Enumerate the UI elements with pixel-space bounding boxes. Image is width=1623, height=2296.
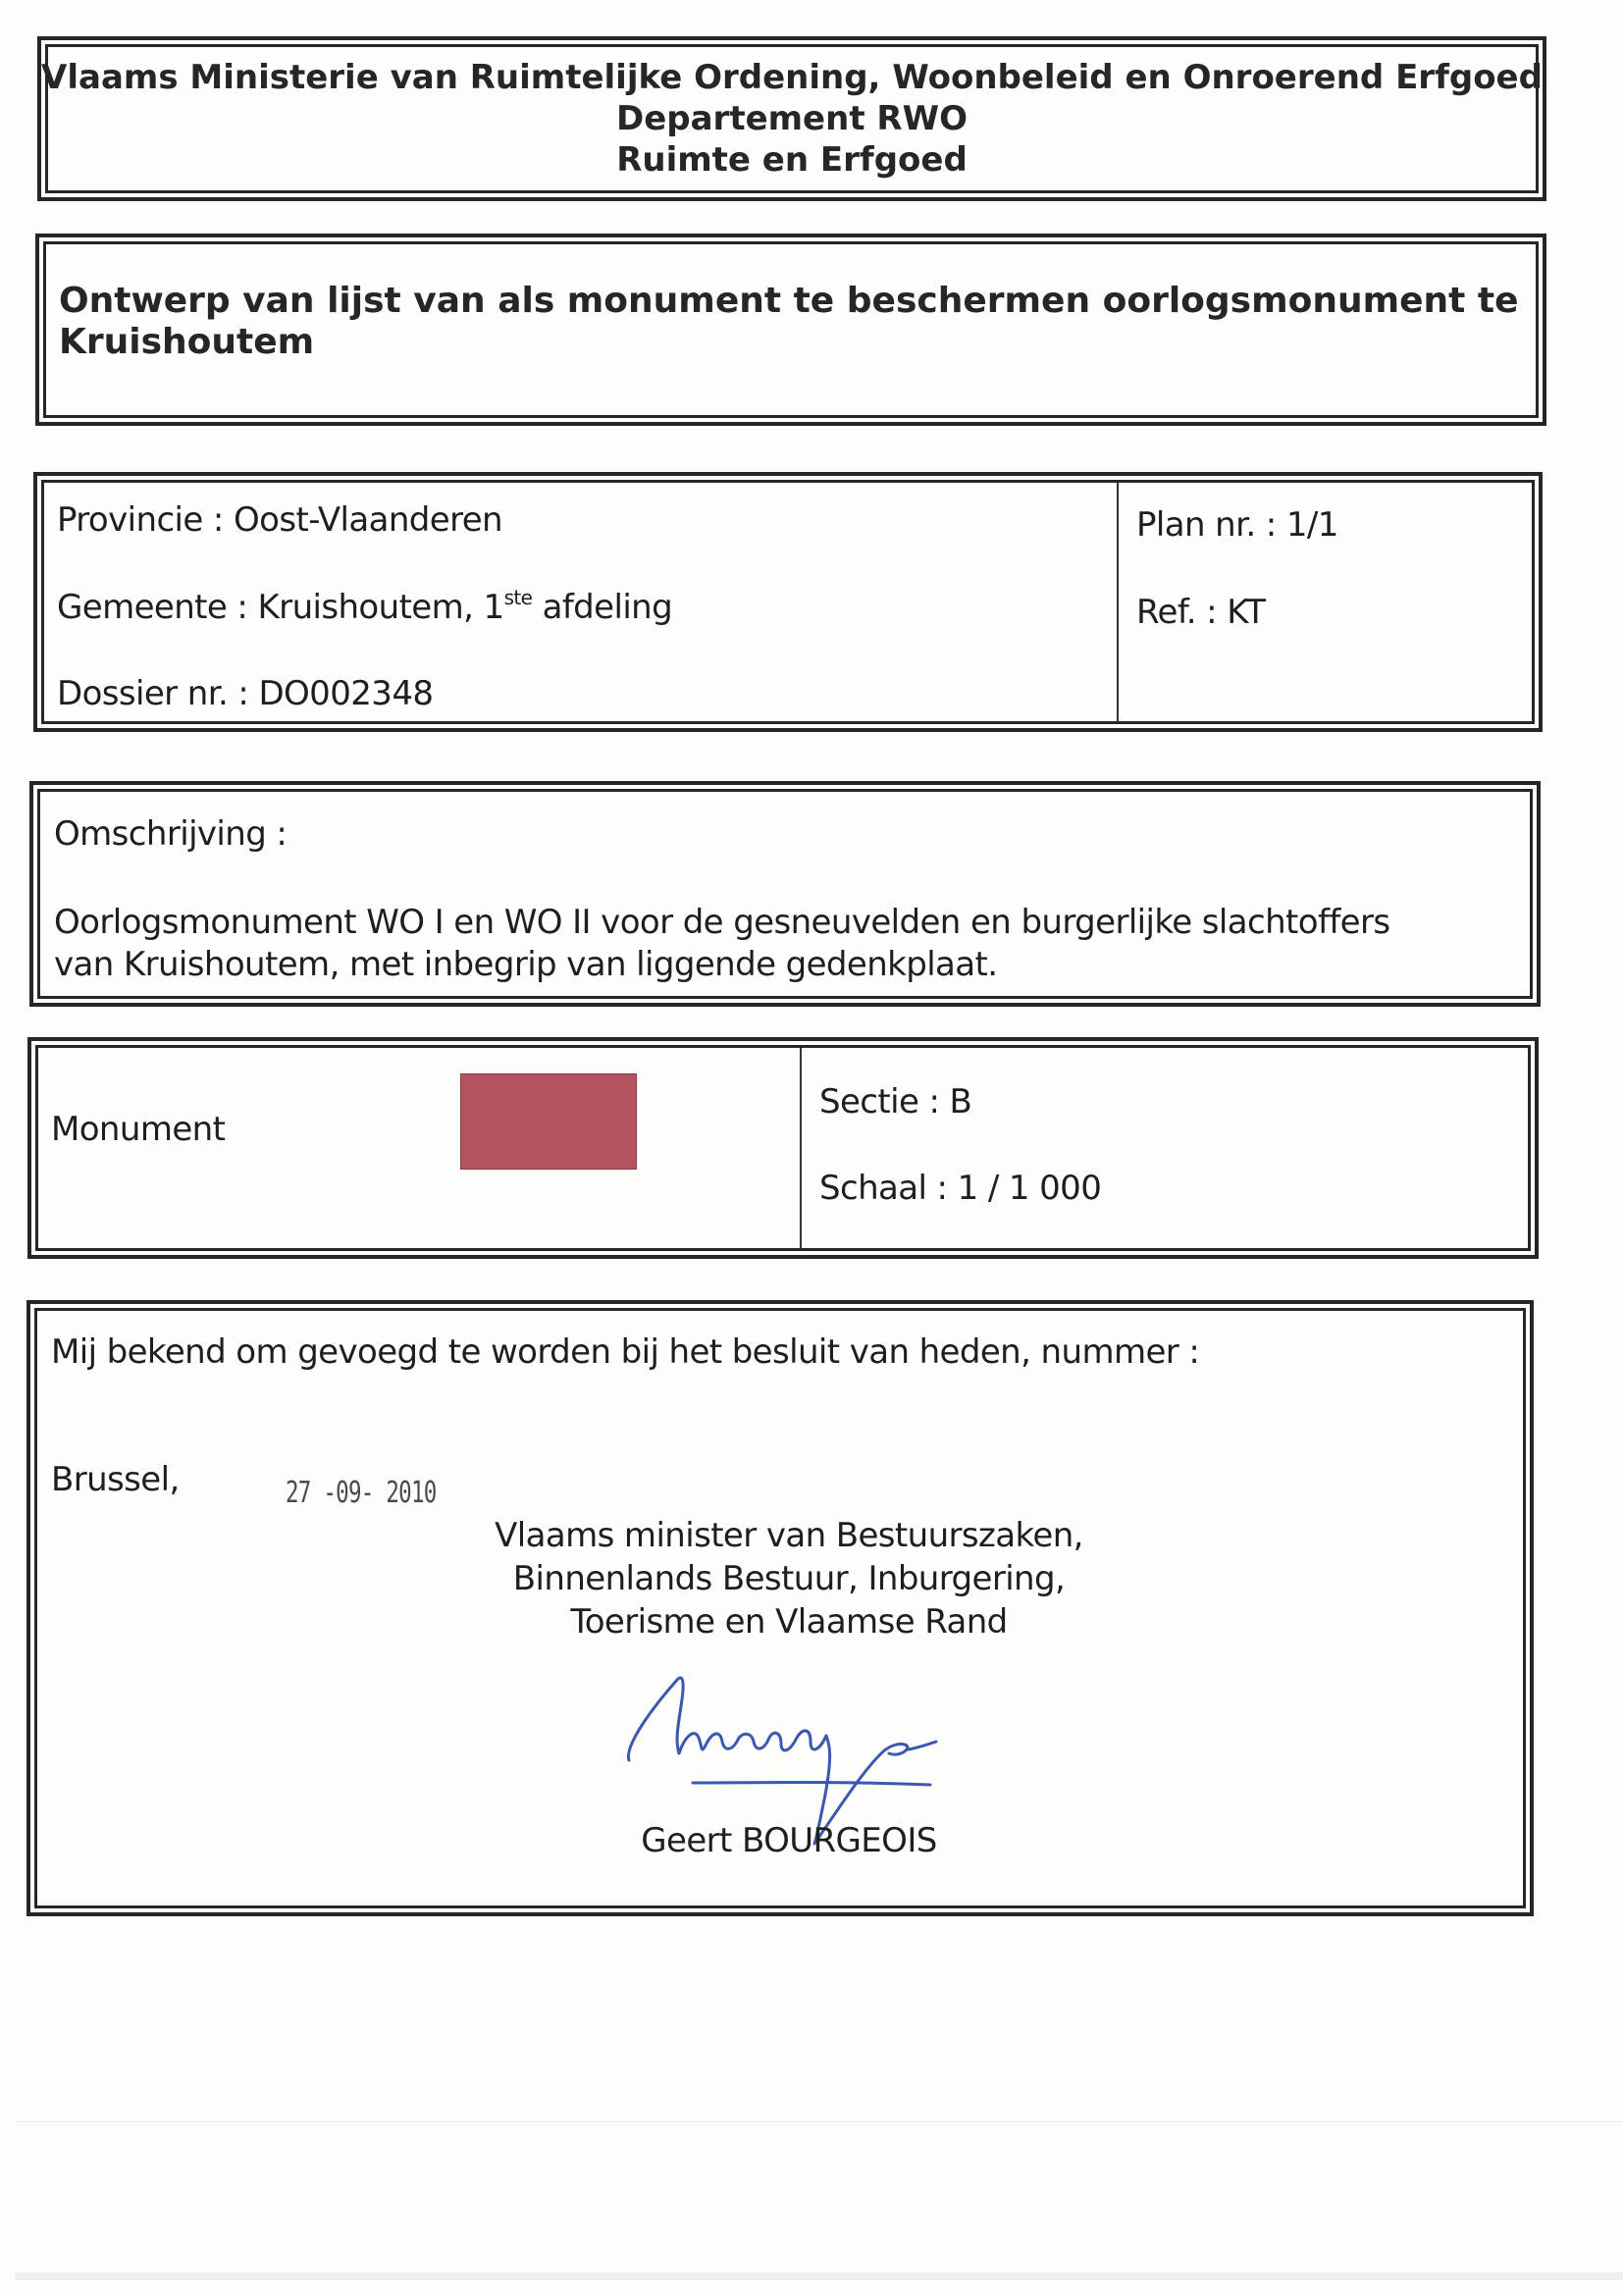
minister-title-line3: Toerisme en Vlaamse Rand (570, 1602, 1008, 1642)
dossier-field: Dossier nr. : DO002348 (57, 674, 434, 713)
document-title-line1: Ontwerp van lijst van als monument te beschermen oorlogsmonument te (59, 281, 1519, 321)
signatory-name: Geert BOURGEOIS (641, 1821, 937, 1860)
location-info-box (33, 472, 1543, 732)
plan-number-field: Plan nr. : 1/1 (1136, 505, 1338, 545)
gemeente-suffix: afdeling (532, 588, 673, 627)
division-name: Ruimte en Erfgoed (616, 140, 968, 180)
monument-color-swatch (460, 1073, 637, 1170)
description-label: Omschrijving : (54, 814, 288, 854)
approval-place: Brussel, (51, 1460, 180, 1499)
reference-field: Ref. : KT (1136, 593, 1266, 632)
scan-artifact-line (15, 2121, 1623, 2122)
scan-artifact-bottom (15, 2272, 1623, 2280)
description-line1: Oorlogsmonument WO I en WO II voor de gesneuvelden en burgerlijke slachtoffers (54, 903, 1390, 942)
gemeente-text: Gemeente : Kruishoutem, 1 (57, 588, 504, 627)
ministry-header-box (37, 36, 1546, 201)
legend-column-divider (800, 1048, 802, 1248)
document-title-line2: Kruishoutem (59, 322, 315, 362)
legend-box (27, 1037, 1539, 1259)
approval-statement: Mij bekend om gevoegd te worden bij het besluit van heden, nummer : (51, 1332, 1200, 1372)
description-box (29, 781, 1541, 1007)
column-divider (1117, 483, 1119, 721)
minister-title-line2: Binnenlands Bestuur, Inburgering, (512, 1559, 1066, 1598)
gemeente-field (57, 588, 672, 627)
gemeente-ordinal: ste (503, 586, 533, 609)
date-stamp: 27 -09- 2010 (286, 1476, 437, 1510)
provincie-field: Provincie : Oost-Vlaanderen (57, 500, 502, 540)
department-name: Departement RWO (615, 99, 968, 138)
schaal-field: Schaal : 1 / 1 000 (819, 1169, 1102, 1208)
document-title-box (35, 234, 1546, 426)
minister-title-line1: Vlaams minister van Bestuurszaken, (495, 1516, 1083, 1555)
approval-box (26, 1300, 1534, 1916)
description-line2: van Kruishoutem, met inbegrip van liggende gedenkplaat. (54, 945, 998, 984)
sectie-field: Sectie : B (819, 1082, 972, 1122)
legend-monument-label: Monument (51, 1110, 226, 1149)
ministry-name: Vlaams Ministerie van Ruimtelijke Ordening, Woonbeleid en Onroerend Erfgoed (41, 58, 1543, 97)
